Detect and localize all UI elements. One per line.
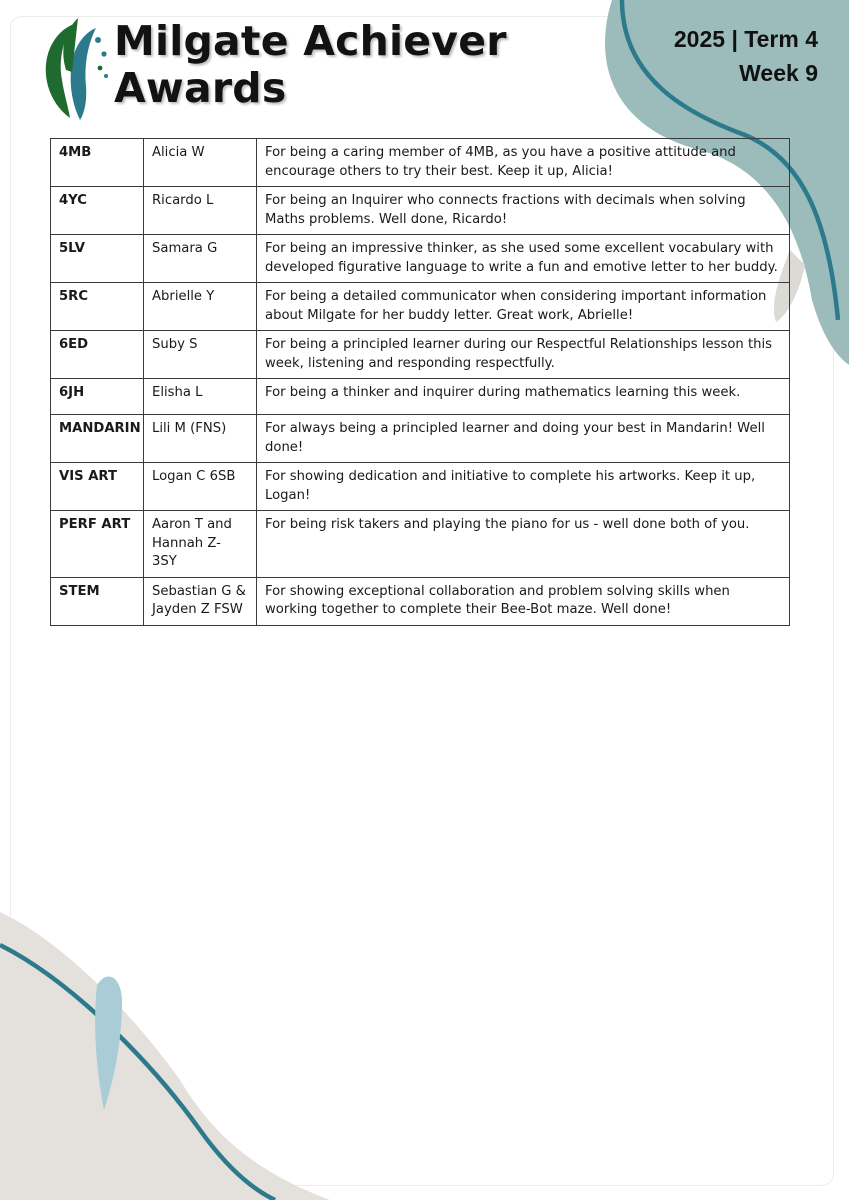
table-row: [51, 511, 790, 578]
award-student: Suby S: [144, 331, 257, 379]
title-line-1: Milgate Achiever: [114, 17, 507, 65]
award-reason: For being a caring member of 4MB, as you have a positive attitude and encourage others to try their best. Keep it up, Alicia!: [257, 139, 790, 187]
table-row: [51, 463, 790, 511]
award-reason: For being risk takers and playing the piano for us - well done both of you.: [257, 511, 790, 578]
table-row: [51, 139, 790, 187]
table-row: [51, 235, 790, 283]
award-student: Abrielle Y: [144, 283, 257, 331]
page-title: [114, 18, 507, 112]
week-label: Week 9: [739, 60, 818, 86]
table-row: [51, 283, 790, 331]
table-row: [51, 415, 790, 463]
award-reason: For showing exceptional collaboration and problem solving skills when working together to complete their Bee-Bot maze. Well done!: [257, 577, 790, 625]
award-student: Logan C 6SB: [144, 463, 257, 511]
award-student: Samara G: [144, 235, 257, 283]
award-class: 5LV: [51, 235, 144, 283]
title-line-2: Awards: [114, 64, 287, 112]
table-row: [51, 577, 790, 625]
table-row: [51, 187, 790, 235]
award-reason: For being an impressive thinker, as she used some excellent vocabulary with developed figurative language to write a fun and emotive letter to her buddy.: [257, 235, 790, 283]
award-class: MANDARIN: [51, 415, 144, 463]
award-class: 4YC: [51, 187, 144, 235]
award-student: Aaron T and Hannah Z- 3SY: [144, 511, 257, 578]
school-logo-icon: [30, 10, 112, 120]
award-class: 4MB: [51, 139, 144, 187]
award-class: 5RC: [51, 283, 144, 331]
award-class: PERF ART: [51, 511, 144, 578]
award-reason: For being a detailed communicator when considering important information about Milgate for her buddy letter. Great work, Abrielle!: [257, 283, 790, 331]
award-student: Lili M (FNS): [144, 415, 257, 463]
award-reason: For being an Inquirer who connects fractions with decimals when solving Maths problems. Well done, Ricardo!: [257, 187, 790, 235]
award-student: Sebastian G & Jayden Z FSW: [144, 577, 257, 625]
award-student: Ricardo L: [144, 187, 257, 235]
award-class: 6JH: [51, 379, 144, 415]
table-row: [51, 379, 790, 415]
award-student: Alicia W: [144, 139, 257, 187]
term-info: [674, 22, 818, 90]
table-row: [51, 331, 790, 379]
term-label: 2025 | Term 4: [673, 26, 818, 52]
award-class: VIS ART: [51, 463, 144, 511]
award-student: Elisha L: [144, 379, 257, 415]
award-class: STEM: [51, 577, 144, 625]
award-reason: For being a thinker and inquirer during mathematics learning this week.: [257, 379, 790, 415]
awards-table: [50, 138, 790, 626]
award-reason: For always being a principled learner and doing your best in Mandarin! Well done!: [257, 415, 790, 463]
award-reason: For showing dedication and initiative to complete his artworks. Keep it up, Logan!: [257, 463, 790, 511]
award-class: 6ED: [51, 331, 144, 379]
award-reason: For being a principled learner during our Respectful Relationships lesson this week, listening and responding respectfully.: [257, 331, 790, 379]
bottom-left-beige-blob: [0, 912, 330, 1200]
